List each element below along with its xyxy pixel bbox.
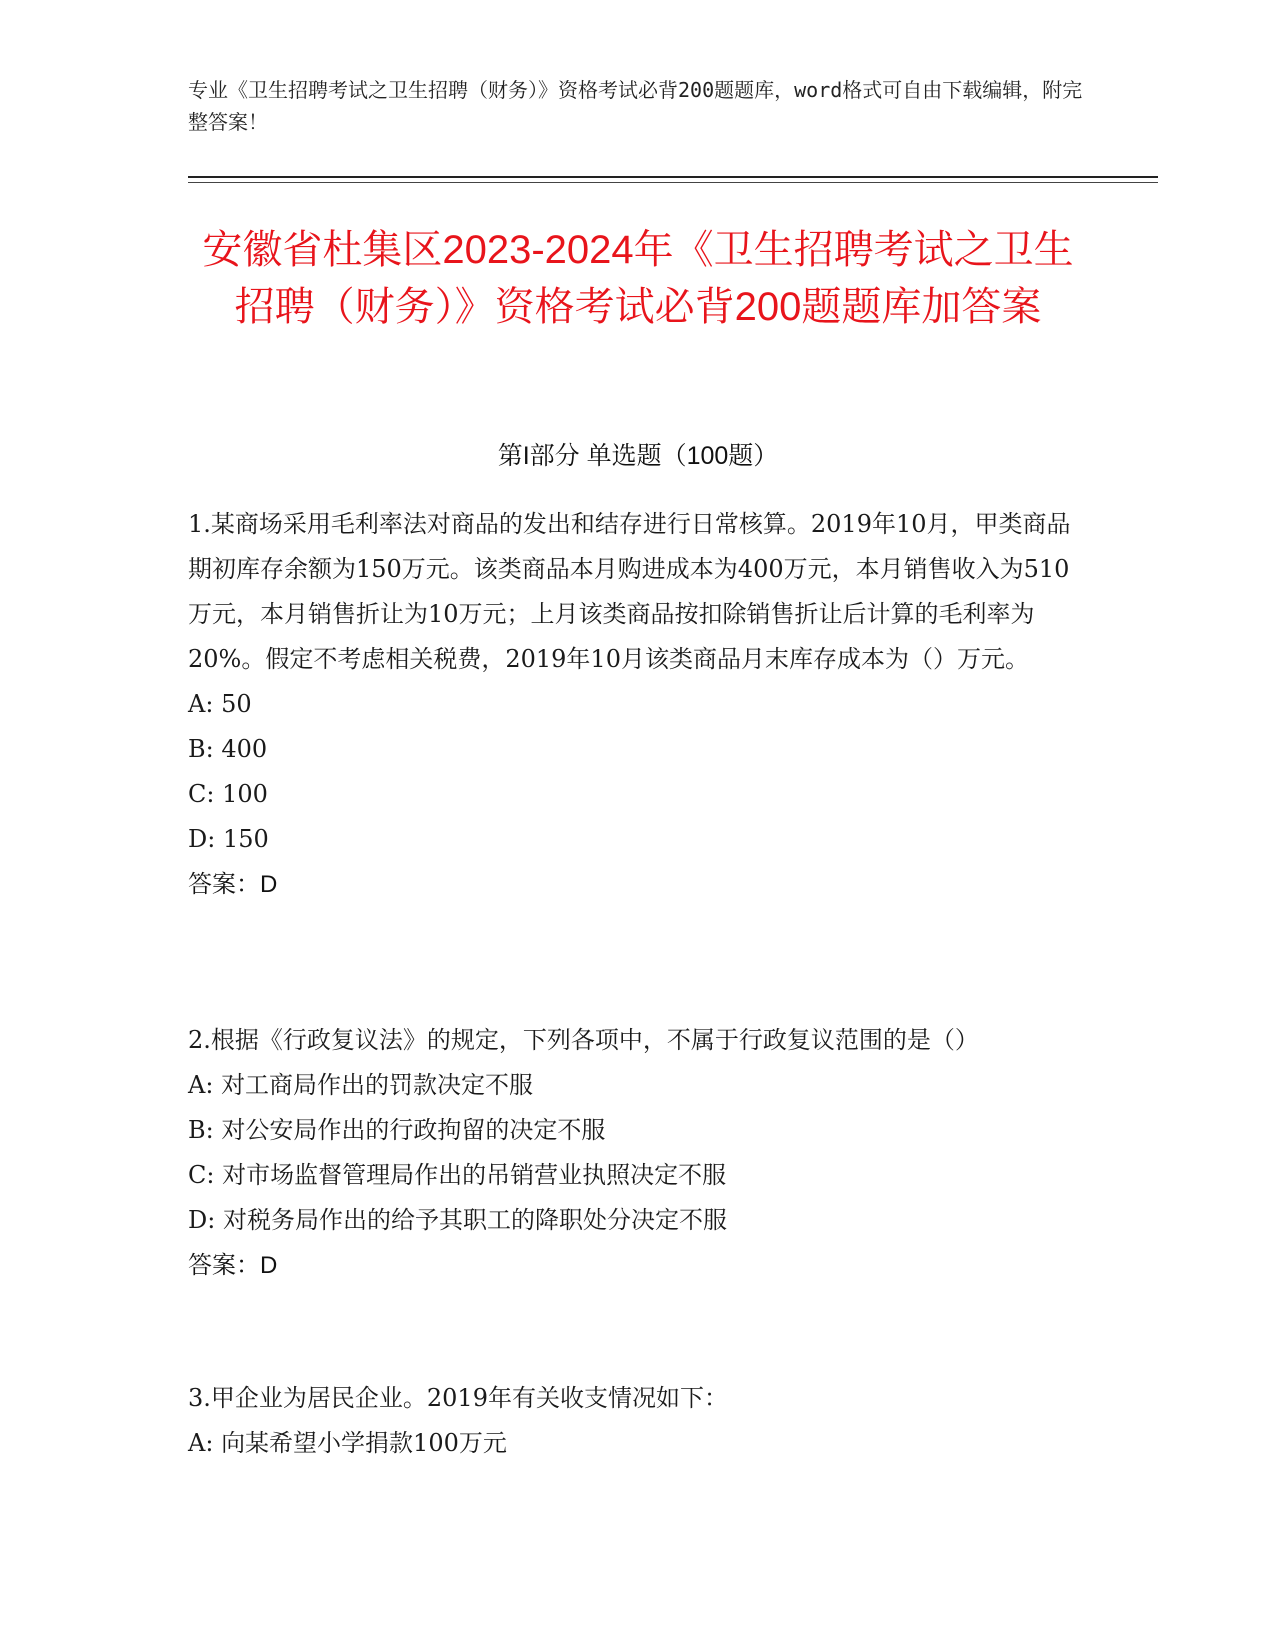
option-text: 400	[221, 735, 268, 763]
option-letter: B:	[188, 735, 214, 763]
option-letter: A:	[188, 690, 214, 718]
question-option-a	[188, 1063, 1088, 1108]
option-text: 150	[222, 825, 269, 853]
option-letter: B:	[188, 1116, 214, 1144]
question-stem: 3.甲企业为居民企业。2019年有关收支情况如下：	[188, 1384, 728, 1412]
question-2	[188, 1018, 1088, 1288]
option-letter: A:	[188, 1429, 214, 1457]
header-note: 专业《卫生招聘考试之卫生招聘（财务）》资格考试必背200题题库，word格式可自由下载编辑，附完整答案！	[188, 78, 1083, 134]
option-text: 对公安局作出的行政拘留的决定不服	[221, 1116, 606, 1144]
header-divider-thick	[188, 176, 1158, 178]
option-letter: D:	[188, 825, 216, 853]
option-text: 50	[221, 690, 252, 718]
option-text: 对工商局作出的罚款决定不服	[221, 1071, 534, 1099]
option-letter: C:	[188, 1161, 215, 1189]
question-stem: 1.某商场采用毛利率法对商品的发出和结存进行日常核算。2019年10月，甲类商品期初库存余额为150万元。该类商品本月购进成本为400万元，本月销售收入为510万元，本月销售折让为10万元；上月该类商品按扣除销售折让后计算的毛利率为20%。假定不考虑相关税费，2019年10月该类商品月末库存成本为（）万元。	[188, 510, 1071, 673]
question-option-b	[188, 1108, 1088, 1153]
option-text: 对市场监督管理局作出的吊销营业执照决定不服	[222, 1161, 727, 1189]
question-option-d	[188, 1198, 1088, 1243]
question-answer: 答案：D	[188, 871, 278, 898]
option-letter: C:	[188, 780, 215, 808]
question-option-c	[188, 1153, 1088, 1198]
question-option-c	[188, 772, 1088, 817]
option-text: 100	[222, 780, 268, 808]
question-stem: 2.根据《行政复议法》的规定，下列各项中，不属于行政复议范围的是（）	[188, 1026, 979, 1054]
question-option-d	[188, 817, 1088, 862]
option-letter: D:	[188, 1206, 216, 1234]
question-option-b	[188, 727, 1088, 772]
question-option-a	[188, 1421, 1088, 1466]
option-text: 对税务局作出的给予其职工的降职处分决定不服	[222, 1206, 727, 1234]
question-3	[188, 1376, 1088, 1466]
question-1	[188, 502, 1088, 907]
question-answer: 答案：D	[188, 1252, 278, 1279]
option-text: 向某希望小学捐款100万元	[221, 1429, 507, 1457]
document-title: 安徽省杜集区2023-2024年《卫生招聘考试之卫生招聘（财务）》资格考试必背200题题库加答案	[202, 228, 1074, 329]
question-option-a	[188, 682, 1088, 727]
option-letter: A:	[188, 1071, 214, 1099]
section-title: 第I部分 单选题（100题）	[497, 442, 779, 470]
header-divider-thin	[188, 182, 1158, 183]
